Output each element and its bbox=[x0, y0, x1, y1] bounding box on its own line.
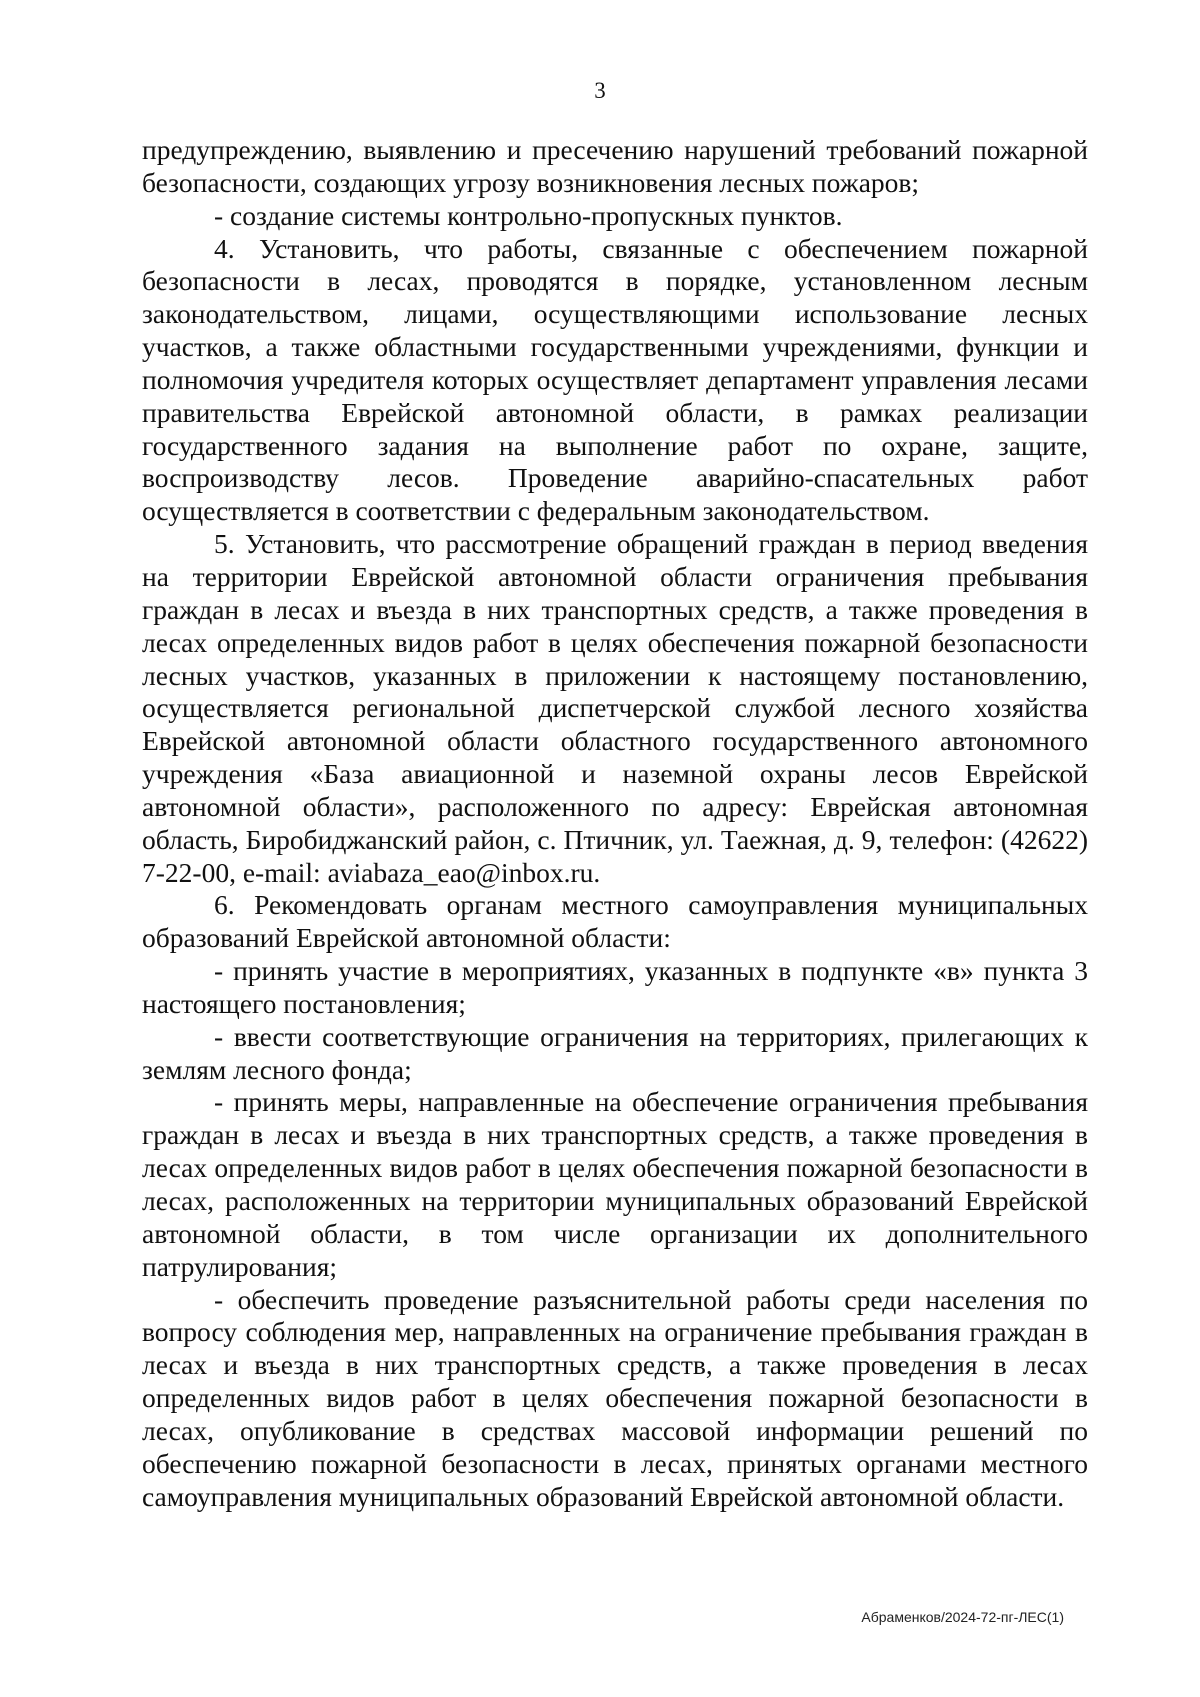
paragraph: - принять участие в мероприятиях, указанных в подпункте «в» пункта 3 настоящего постановления; bbox=[142, 955, 1088, 1019]
paragraph: - принять меры, направленные на обеспечение ограничения пребывания граждан в лесах и въезда в них транспортных средств, а также проведения в лесах определенных видов работ в целях обеспечения пожарной безопасности в лесах, расположенных на территории муниципальных образований Еврейской автономной области, в том числе организации их дополнительного патрулирования; bbox=[142, 1086, 1088, 1282]
paragraph: 5. Установить, что рассмотрение обращений граждан в период введения на территории Еврейской автономной области ограничения пребывания граждан в лесах и въезда в них транспортных средств, а также проведения в лесах определенных видов работ в целях обеспечения пожарной безопасности лесных участков, указанных в приложении к настоящему постановлению, осуществляется региональной диспетчерской службой лесного хозяйства Еврейской автономной области областного государственного автономного учреждения «База авиационной и наземной охраны лесов Еврейской автономной области», расположенного по адресу: Еврейская автономная область, Биробиджанский район, с. Птичник, ул. Таежная, д. 9, телефон: (42622) 7-22-00, e-mail: aviabaza_eao@inbox.ru. bbox=[142, 528, 1088, 888]
document-code: Абраменков/2024-72-пг-ЛЕС(1) bbox=[861, 1609, 1064, 1625]
paragraph: 4. Установить, что работы, связанные с обеспечением пожарной безопасности в лесах, проводятся в порядке, установленном лесным законодательством, лицами, осуществляющими использование лесных участков, а также областными государственными учреждениями, функции и полномочия учредителя которых осуществляет департамент управления лесами правительства Еврейской автономной области, в рамках реализации государственного задания на выполнение работ по охране, защите, воспроизводству лесов. Проведение аварийно-спасательных работ осуществляется в соответствии с федеральным законодательством. bbox=[142, 232, 1088, 527]
paragraph: - ввести соответствующие ограничения на территориях, прилегающих к землям лесного фонда; bbox=[142, 1020, 1088, 1085]
paragraph: - создание системы контрольно-пропускных пунктов. bbox=[214, 199, 843, 231]
paragraph: 6. Рекомендовать органам местного самоуправления муниципальных образований Еврейской автономной области: bbox=[142, 889, 1088, 954]
paragraph: предупреждению, выявлению и пресечению нарушений требований пожарной безопасности, создающих угрозу возникновения лесных пожаров; bbox=[142, 134, 1088, 198]
document-body bbox=[142, 134, 1088, 1513]
page-number: 3 bbox=[594, 78, 606, 103]
paragraph: - обеспечить проведение разъяснительной работы среди населения по вопросу соблюдения мер, направленных на ограничение пребывания граждан в лесах и въезда в них транспортных средств, а также проведения в лесах определенных видов работ в целях обеспечения пожарной безопасности в лесах, опубликование в средствах массовой информации решений по обеспечению пожарной безопасности в лесах, принятых органами местного самоуправления муниципальных образований Еврейской автономной области. bbox=[142, 1283, 1088, 1512]
